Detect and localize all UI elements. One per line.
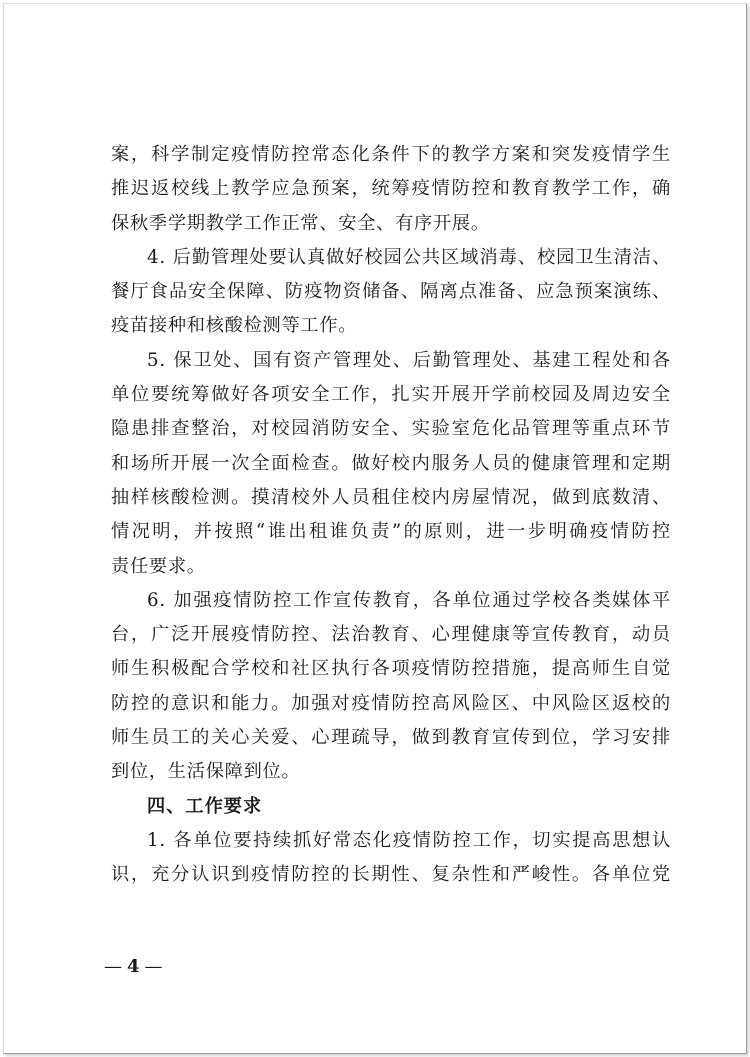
text-line: 情况明，并按照“谁出租谁负责”的原则，进一步明确疫情防控 bbox=[111, 521, 671, 543]
text-line: 疫苗接种和核酸检测等工作。 bbox=[111, 315, 358, 337]
section-heading: 四、工作要求 bbox=[147, 795, 263, 817]
text-line: 抽样核酸检测。摸清校外人员租住校内房屋情况，做到底数清、 bbox=[111, 486, 671, 508]
text-line: 5. 保卫处、国有资产管理处、后勤管理处、基建工程处和各 bbox=[147, 349, 671, 371]
text-line: 到位，生活保障到位。 bbox=[111, 761, 301, 783]
page-dash-right: — bbox=[144, 956, 163, 977]
text-line: 识，充分认识到疫情防控的长期性、复杂性和严峻性。各单位党 bbox=[111, 864, 671, 886]
text-line: 和场所开展一次全面检查。做好校内服务人员的健康管理和定期 bbox=[111, 452, 671, 474]
document-body bbox=[111, 138, 671, 893]
text-line: 4. 后勤管理处要认真做好校园公共区域消毒、校园卫生清洁、 bbox=[147, 246, 671, 268]
text-line: 保秋季学期教学工作正常、安全、有序开展。 bbox=[111, 212, 490, 234]
page-number: 4 bbox=[127, 956, 140, 977]
text-line: 推迟返校线上教学应急预案，统筹疫情防控和教育教学工作，确 bbox=[111, 178, 671, 200]
document-page bbox=[3, 3, 747, 1054]
text-line: 案，科学制定疫情防控常态化条件下的教学方案和突发疫情学生 bbox=[111, 144, 671, 165]
text-line: 责任要求。 bbox=[111, 555, 206, 577]
text-line: 师生积极配合学校和社区执行各项疫情防控措施，提高师生自觉 bbox=[111, 658, 671, 680]
text-line: 1. 各单位要持续抓好常态化疫情防控工作，切实提高思想认 bbox=[147, 829, 671, 851]
text-line: 6. 加强疫情防控工作宣传教育，各单位通过学校各类媒体平 bbox=[147, 589, 671, 611]
text-line: 防控的意识和能力。加强对疫情防控高风险区、中风险区返校的 bbox=[111, 692, 671, 714]
text-line: 餐厅食品安全保障、防疫物资储备、隔离点准备、应急预案演练、 bbox=[111, 281, 671, 303]
page-dash-left: — bbox=[104, 956, 122, 977]
page-footer bbox=[104, 956, 163, 977]
text-line: 台，广泛开展疫情防控、法治教育、心理健康等宣传教育，动员 bbox=[111, 624, 671, 646]
text-line: 隐患排查整治，对校园消防安全、实验室危化品管理等重点环节 bbox=[111, 418, 671, 440]
text-line: 单位要统筹做好各项安全工作，扎实开展开学前校园及周边安全 bbox=[111, 384, 671, 406]
text-line: 师生员工的关心关爱、心理疏导，做到教育宣传到位，学习安排 bbox=[111, 727, 671, 749]
